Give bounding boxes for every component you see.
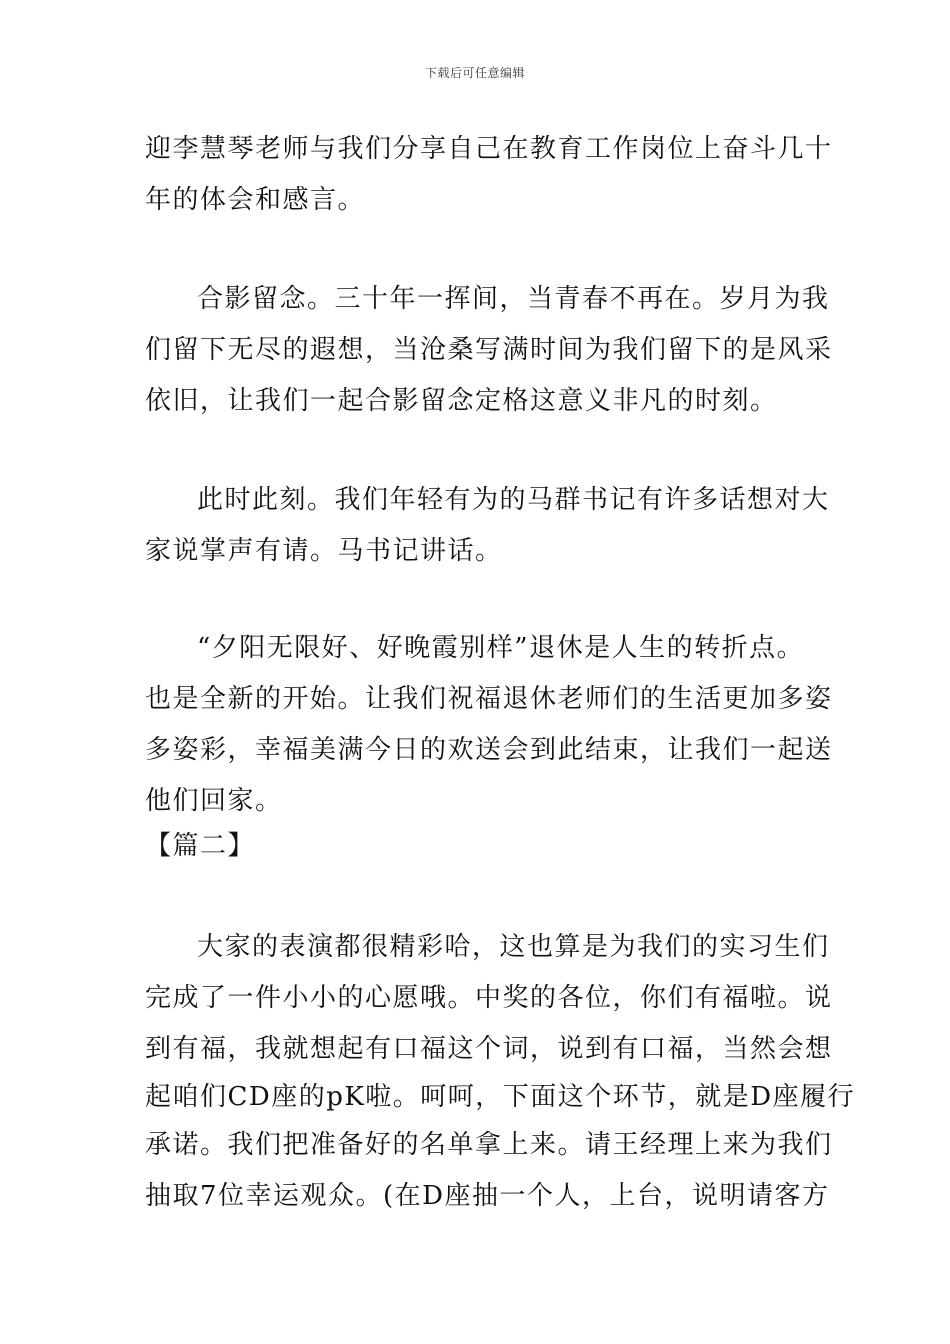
text-line: 到有福，我就想起有口福这个词，说到有口福，当然会想: [145, 1034, 833, 1064]
text-line: 完成了一件小小的心愿哦。中奖的各位，你们有福啦。说: [145, 983, 833, 1013]
text-line: 合影留念。三十年一挥间，当青春不再在。岁月为我: [197, 284, 830, 314]
section-heading: 【篇二】: [145, 831, 256, 861]
text-line: “夕阳无限好、好晚霞别样”退休是人生的转折点。: [197, 633, 805, 663]
text-line: 年的体会和感言。: [145, 185, 366, 215]
text-line: 他们回家。: [145, 786, 283, 816]
text-line: 依旧，让我们一起合影留念定格这意义非凡的时刻。: [145, 386, 778, 416]
text-line: 大家的表演都很精彩哈，这也算是为我们的实习生们: [197, 932, 830, 962]
text-line: 承诺。我们把准备好的名单拿上来。请王经理上来为我们: [145, 1130, 833, 1160]
text-line: 抽取7位幸运观众。(在D座抽一个人，上台，说明请客方: [145, 1181, 830, 1211]
text-line: 此时此刻。我们年轻有为的马群书记有许多话想对大: [197, 485, 830, 515]
page-header: 下载后可任意编辑: [424, 66, 525, 80]
text-line: 也是全新的开始。让我们祝福退休老师们的生活更加多姿: [145, 684, 833, 714]
text-line: 们留下无尽的遐想，当沧桑写满时间为我们留下的是风采: [145, 335, 833, 365]
text-line: 迎李慧琴老师与我们分享自己在教育工作岗位上奋斗几十: [145, 134, 833, 164]
text-line: 起咱们CD座的pK啦。呵呵，下面这个环节，就是D座履行: [145, 1082, 856, 1112]
text-line: 多姿彩，幸福美满今日的欢送会到此结束，让我们一起送: [145, 735, 833, 765]
text-line: 家说掌声有请。马书记讲话。: [145, 536, 503, 566]
